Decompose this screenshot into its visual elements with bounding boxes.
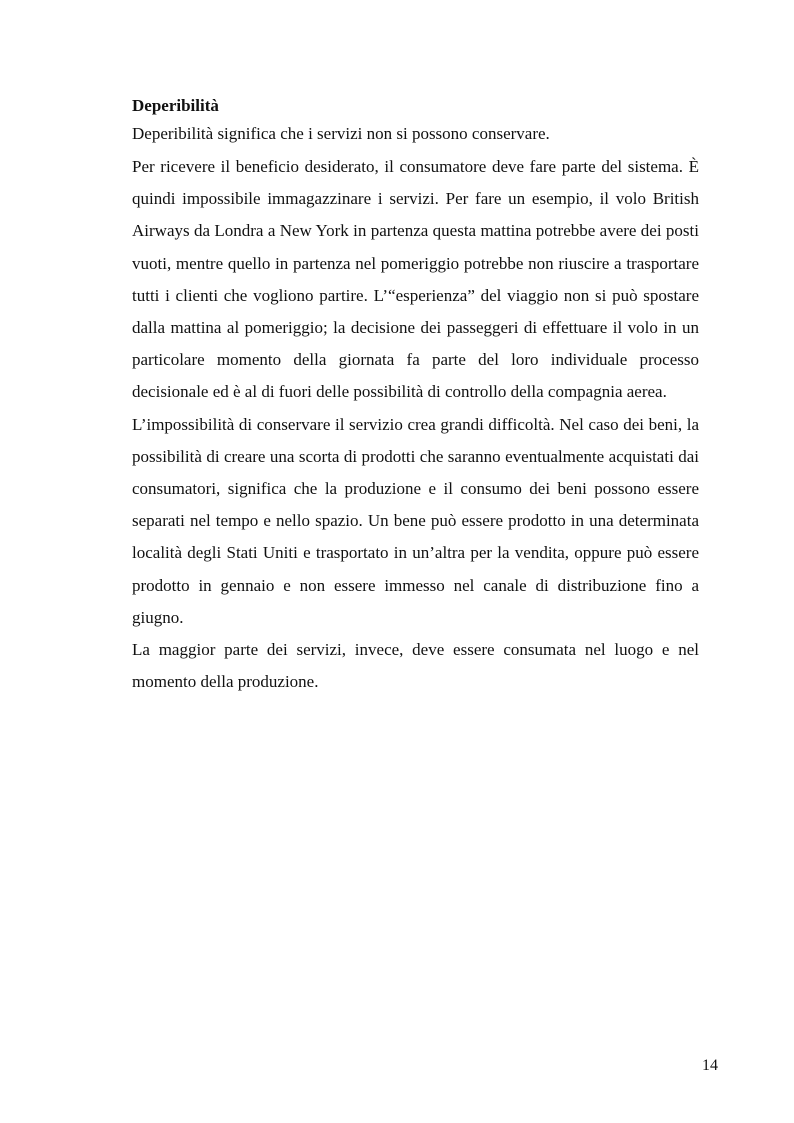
paragraph-conclusion: La maggior parte dei servizi, invece, deve essere consumata nel luogo e nel momento della produzione. xyxy=(132,640,699,692)
paragraph-definition: Deperibilità significa che i servizi non si possono conservare. xyxy=(132,124,550,143)
paragraph-example: Per ricevere il beneficio desiderato, il consumatore deve fare parte del sistema. È quindi impossibile immagazzinare i servizi. Per fare un esempio, il volo British Airways da Londra a New York in partenza questa mattina potrebbe avere dei posti vuoti, mentre quello in partenza nel pomeriggio potrebbe non riuscire a trasportare tutti i clienti che vogliono partire. L’“esperienza” del viaggio non si può spostare dalla mattina al pomeriggio; la decisione dei passeggeri di effettuare il volo in un particolare momento della giornata fa parte del loro individuale processo decisionale ed è al di fuori delle possibilità di controllo della compagnia aerea. xyxy=(132,157,699,402)
section-heading: Deperibilità xyxy=(132,96,219,115)
page-content xyxy=(132,93,699,698)
paragraph-difficulties: L’impossibilità di conservare il servizio crea grandi difficoltà. Nel caso dei beni, la possibilità di creare una scorta di prodotti che saranno eventualmente acquistati dai consumatori, significa che la produzione e il consumo dei beni possono essere separati nel tempo e nello spazio. Un bene può essere prodotto in una determinata località degli Stati Uniti e trasportato in un’altra per la vendita, oppure può essere prodotto in gennaio e non essere immesso nel canale di distribuzione fino a giugno. xyxy=(132,414,699,627)
page-number: 14 xyxy=(702,1057,718,1074)
